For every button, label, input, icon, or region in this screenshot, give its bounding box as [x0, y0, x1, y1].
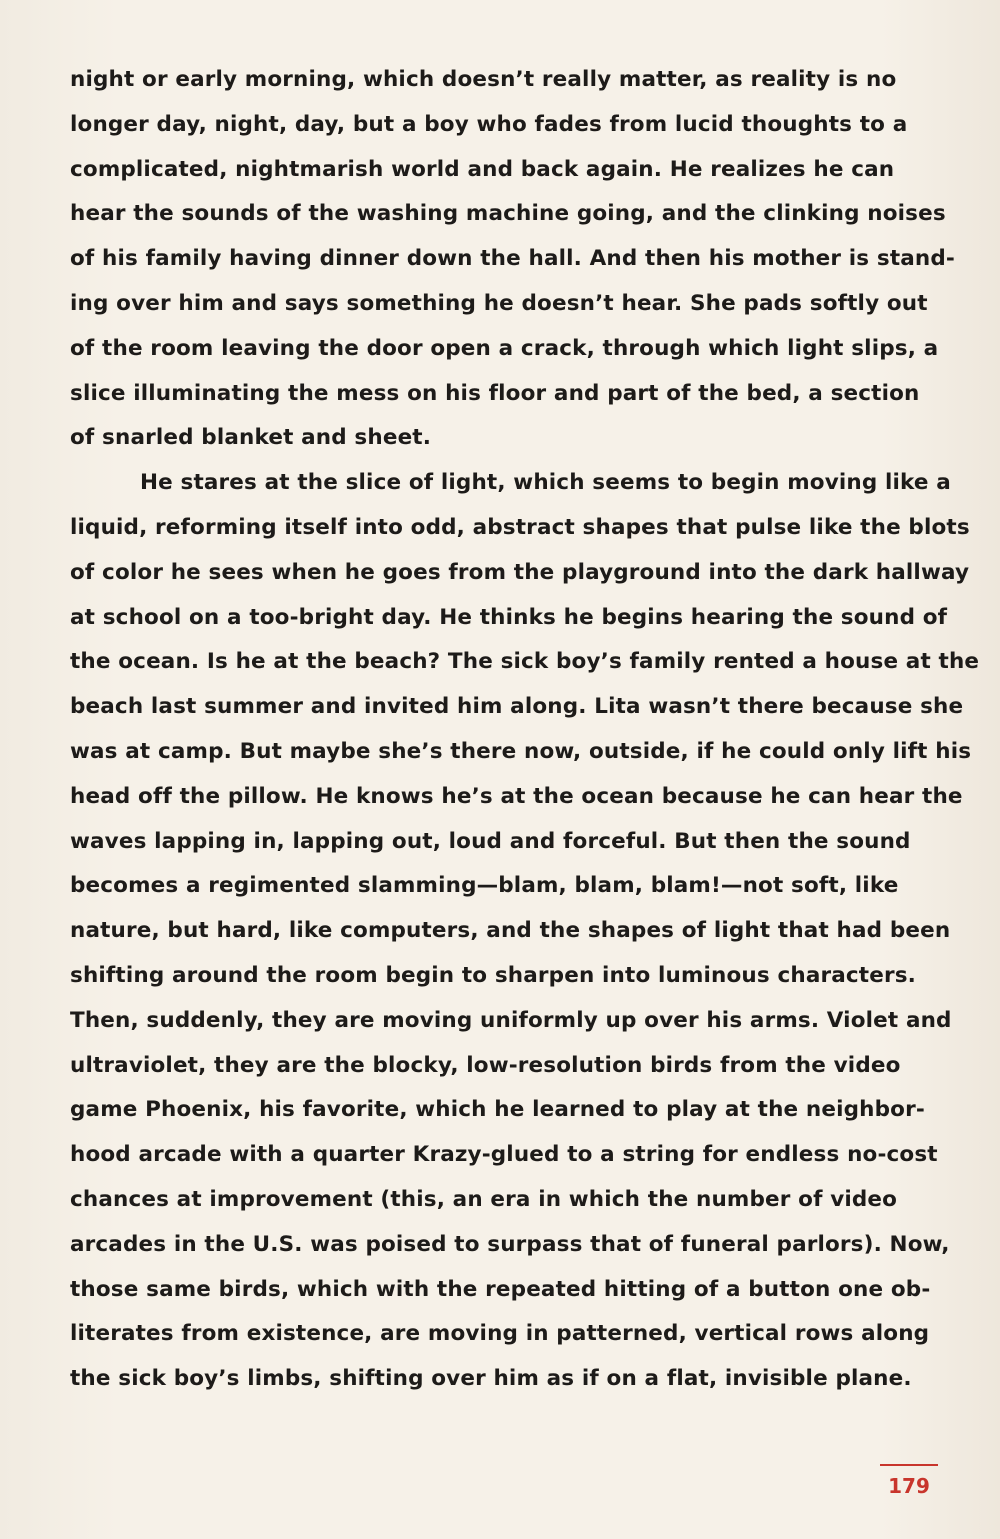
page-number-rule — [880, 1464, 938, 1466]
text-line: becomes a regimented slamming—blam, blam, blam!—not soft, like — [70, 873, 899, 899]
text-line: nature, but hard, like computers, and the shapes of light that had been — [70, 918, 951, 944]
body-text — [70, 58, 980, 1402]
text-line: the sick boy’s limbs, shifting over him as if on a flat, invisible plane. — [70, 1366, 912, 1392]
page-number: 179 — [888, 1474, 930, 1498]
text-line: beach last summer and invited him along. Lita wasn’t there because she — [70, 694, 964, 720]
text-line: complicated, nightmarish world and back again. He realizes he can — [70, 156, 895, 182]
text-line: game Phoenix, his favorite, which he learned to play at the neighbor- — [70, 1097, 925, 1123]
text-line: literates from existence, are moving in patterned, vertical rows along — [70, 1321, 930, 1347]
text-line: liquid, reforming itself into odd, abstract shapes that pulse like the blots — [70, 514, 970, 540]
text-line: longer day, night, day, but a boy who fades from lucid thoughts to a — [70, 111, 908, 137]
text-line: ultraviolet, they are the blocky, low-resolution birds from the video — [70, 1052, 901, 1078]
text-line: hear the sounds of the washing machine going, and the clinking noises — [70, 201, 946, 227]
text-line: at school on a too-bright day. He thinks he begins hearing the sound of — [70, 604, 948, 630]
text-line: head off the pillow. He knows he’s at the ocean because he can hear the — [70, 783, 963, 809]
text-line: waves lapping in, lapping out, loud and forceful. But then the sound — [70, 828, 911, 854]
text-line: shifting around the room begin to sharpen into luminous characters. — [70, 962, 916, 988]
text-line: of color he sees when he goes from the playground into the dark hallway — [70, 559, 970, 585]
text-line: of his family having dinner down the hall. And then his mother is stand- — [70, 246, 955, 272]
text-line: those same birds, which with the repeated hitting of a button one ob- — [70, 1276, 931, 1302]
text-line: arcades in the U.S. was poised to surpass that of funeral parlors). Now, — [70, 1231, 950, 1257]
text-line: Then, suddenly, they are moving uniformly up over his arms. Violet and — [70, 1007, 952, 1033]
paragraph-first-line: He stares at the slice of light, which seems to begin moving like a — [140, 470, 951, 496]
text-line: ing over him and says something he doesn’t hear. She pads softly out — [70, 290, 928, 316]
text-line: of the room leaving the door open a crack, through which light slips, a — [70, 335, 939, 361]
text-line: night or early morning, which doesn’t really matter, as reality is no — [70, 67, 897, 92]
text-line: of snarled blanket and sheet. — [70, 425, 432, 451]
text-line: hood arcade with a quarter Krazy-glued to a string for endless no-cost — [70, 1142, 938, 1168]
text-line: chances at improvement (this, an era in which the number of video — [70, 1186, 898, 1212]
text-line: slice illuminating the mess on his floor and part of the bed, a section — [70, 380, 920, 406]
text-line: was at camp. But maybe she’s there now, outside, if he could only lift his — [70, 738, 972, 764]
text-line: the ocean. Is he at the beach? The sick boy’s family rented a house at the — [70, 649, 980, 675]
